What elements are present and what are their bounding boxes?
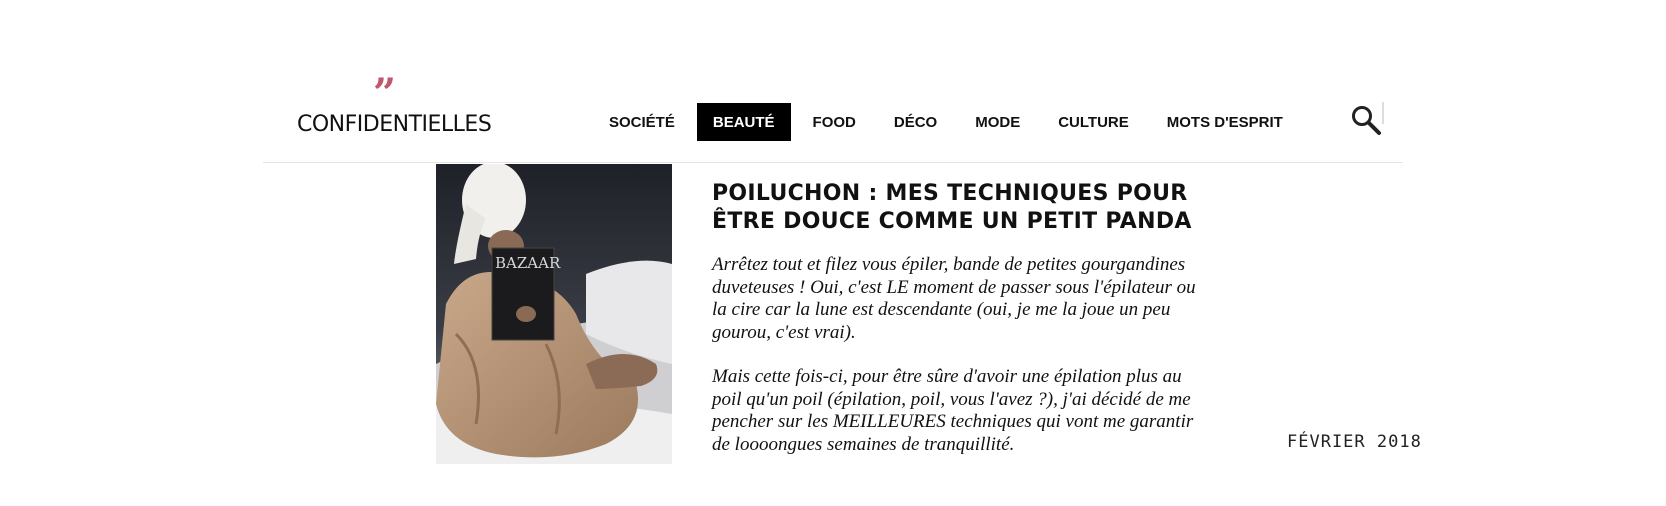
article-date: FÉVRIER 2018 — [1287, 432, 1422, 452]
site-logo[interactable] — [297, 70, 492, 142]
nav-item-beaute[interactable] — [697, 103, 791, 141]
nav-item-food[interactable] — [797, 103, 872, 141]
nav-item-societe[interactable] — [593, 103, 691, 141]
article-image[interactable] — [436, 164, 672, 464]
main-nav — [593, 103, 1305, 141]
logo-text: CONFIDENTIELLES — [297, 112, 492, 137]
logo-quote-mark: ” — [373, 70, 397, 117]
site-header — [263, 70, 1403, 163]
magazine-title: BAZAAR — [495, 254, 561, 272]
article-title[interactable]: POILUCHON : MES TECHNIQUES POUR ÊTRE DOUCE COMME UN PETIT PANDA — [712, 181, 1192, 234]
nav-item-deco[interactable] — [878, 103, 953, 141]
article-preview — [712, 180, 1212, 456]
nav-item-mode[interactable] — [959, 103, 1036, 141]
nav-item-label: DÉCO — [893, 113, 938, 131]
search-icon[interactable] — [1350, 104, 1382, 136]
nav-item-label: CULTURE — [1058, 113, 1129, 131]
nav-item-culture[interactable] — [1042, 103, 1145, 141]
nav-item-mots-d-esprit[interactable] — [1151, 103, 1299, 141]
nav-item-label: BEAUTÉ — [712, 113, 775, 131]
nav-item-label: SOCIÉTÉ — [609, 113, 675, 131]
search-input-caret[interactable] — [1382, 102, 1384, 124]
nav-item-label: MOTS D'ESPRIT — [1166, 113, 1283, 131]
article-excerpt-1: Arrêtez tout et filez vous épiler, bande de petites gourgandines duveteuses ! Oui, c'est LE moment de passer sous l'épilateur ou la cire car la lune est descendante (oui, je me la joue un peu gourou, c'est vrai). — [712, 254, 1196, 343]
nav-item-label: FOOD — [812, 113, 856, 131]
nav-item-label: MODE — [975, 113, 1021, 131]
article-photo — [436, 164, 672, 464]
article-excerpt-2: Mais cette fois-ci, pour être sûre d'avoir une épilation plus au poil qu'un poil (épilation, poil, vous l'avez ?), j'ai décidé de me pencher sur les MEILLEURES techniques qui vont me garantir de loooongues semaines de tranquillité. — [712, 366, 1194, 455]
